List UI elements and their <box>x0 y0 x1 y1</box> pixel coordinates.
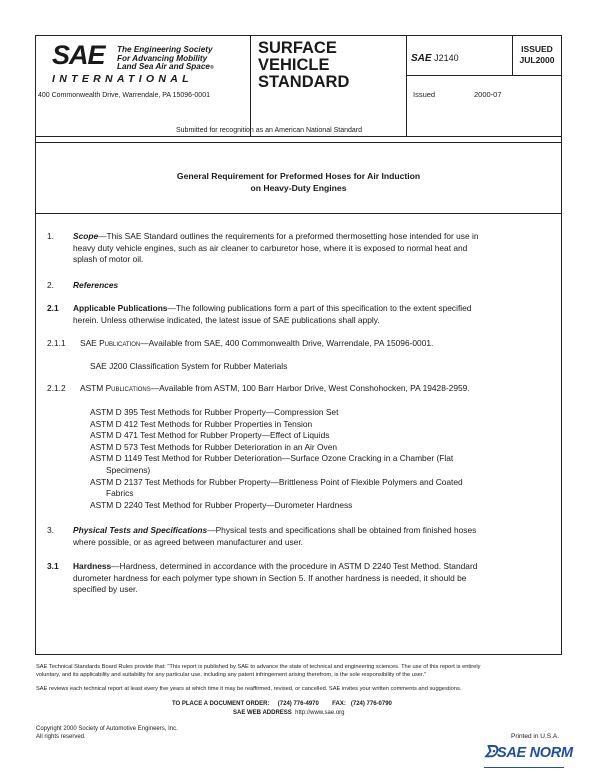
order-info: TO PLACE A DOCUMENT ORDER: (724) 776-4970 FAX: (724) 776-0790 <box>172 701 392 707</box>
issued-date: 2000-07 <box>474 90 502 99</box>
section-3-1-text: Hardness—Hardness, determined in accordance with the procedure in ASTM D 2240 Test Method. Standard durometer hardness for each polymer type shown in Section 5. If another hardness is needed, it should be specified by user. <box>73 561 478 595</box>
section-2-1-2-text: ASTM Publications—Available from ASTM, 100 Barr Harbor Drive, West Conshohocken, PA 19428-2959. <box>80 383 470 393</box>
section-3-1-number: 3.1 <box>47 561 59 571</box>
section-3-number: 3. <box>47 525 54 535</box>
list-item: ASTM D 2240 Test Method for Rubber Property—Durometer Hardness <box>90 499 353 510</box>
section-2-1-number: 2.1 <box>47 303 59 313</box>
header-divider <box>35 142 562 143</box>
astm-references <box>90 407 463 511</box>
sae-logo: SAE <box>52 40 105 70</box>
header-col-divider-2 <box>406 35 407 136</box>
section-2-1-1-text: SAE Publication—Available from SAE, 400 Commonwealth Drive, Warrendale, PA 15096-0001. <box>80 338 434 348</box>
header-col-divider-1 <box>250 35 251 136</box>
section-2-1-2-number: 2.1.2 <box>47 383 66 393</box>
list-item: ASTM D 573 Test Methods for Rubber Deterioration in an Air Oven <box>90 441 338 452</box>
list-item: Fabrics <box>106 488 134 499</box>
copyright: Copyright 2000 Society of Automotive Engineers, Inc. All rights reserved. <box>36 726 178 740</box>
standard-type: SURFACE VEHICLE STANDARD <box>258 39 350 91</box>
society-name: The Engineering Society For Advancing Mobility Land Sea Air and Space® <box>117 45 214 72</box>
title-divider <box>35 213 562 214</box>
section-1-scope: Scope—This SAE Standard outlines the requirements for a preformed thermosetting hose intended for use in heavy duty vehicle engines, such as air cleaner to carburetor hose, where it is exposed to normal heat and splash of motor oil. <box>73 231 479 265</box>
header-row-divider <box>406 75 562 76</box>
list-item: ASTM D 2137 Test Methods for Rubber Property—Brittleness Point of Flexible Polymers and Coated <box>90 476 463 487</box>
document-title: General Requirement for Preformed Hoses for Air Induction on Heavy-Duty Engines <box>176 171 421 193</box>
section-2-1-text: Applicable Publications—The following publications form a part of this specification to the extent specified herein. Unless otherwise indicated, the latest issue of SAE publications shall apply. <box>73 303 472 325</box>
doc-number: SAE J2140 <box>411 53 459 64</box>
sae-j200-ref: SAE J200 Classification System for Rubber Materials <box>90 361 288 371</box>
list-item: ASTM D 412 Test Methods for Rubber Properties in Tension <box>90 418 313 429</box>
section-1-number: 1. <box>47 231 54 241</box>
list-item: ASTM D 1149 Test Method for Rubber Deterioration—Surface Ozone Cracking in a Chamber (Flat <box>90 453 454 464</box>
issued-label: Issued <box>413 90 436 99</box>
section-2-heading: References <box>73 280 119 290</box>
ansi-recognition: Submitted for recognition as an American National Standard <box>176 127 362 134</box>
list-item: ASTM D 471 Test Method for Rubber Property—Effect of Liquids <box>90 430 330 441</box>
watermark-underline <box>484 767 564 768</box>
list-item: ASTM D 395 Test Methods for Rubber Property—Compression Set <box>90 407 339 417</box>
policy-notice: SAE Technical Standards Board Rules provide that: "This report is published by SAE to advance the state of technical and engineering sciences. The use of this report is entirely voluntary, and its applicability and suitability for any particular use, including any patent infringement arising therefrom, is the sole responsibility of the user." <box>36 664 481 678</box>
web-address: SAE WEB ADDRESS http://www.sae.org <box>233 710 345 716</box>
international-label: INTERNATIONAL <box>52 73 193 85</box>
sae-norm-watermark: ᗦSAE NORM <box>484 744 573 761</box>
section-2-1-1-number: 2.1.1 <box>47 338 66 348</box>
header-col-divider-3 <box>512 35 513 75</box>
section-2-number: 2. <box>47 280 54 290</box>
issue-status: ISSUED JUL2000 <box>519 44 555 65</box>
section-3-text: Physical Tests and Specifications—Physical tests and specifications shall be obtained from finished hoses where possible, or as agreed between manufacturer and user. <box>73 525 477 547</box>
header-bottom-rule <box>35 136 562 137</box>
printed-in: Printed in U.S.A. <box>511 733 560 740</box>
list-item: Specimens) <box>106 464 151 475</box>
review-notice: SAE reviews each technical report at least every five years at which time it may be reaffirmed, revised, or cancelled. SAE invites your written comments and suggestions. <box>36 686 462 692</box>
sae-address: 400 Commonwealth Drive, Warrendale, PA 15096-0001 <box>38 92 210 99</box>
